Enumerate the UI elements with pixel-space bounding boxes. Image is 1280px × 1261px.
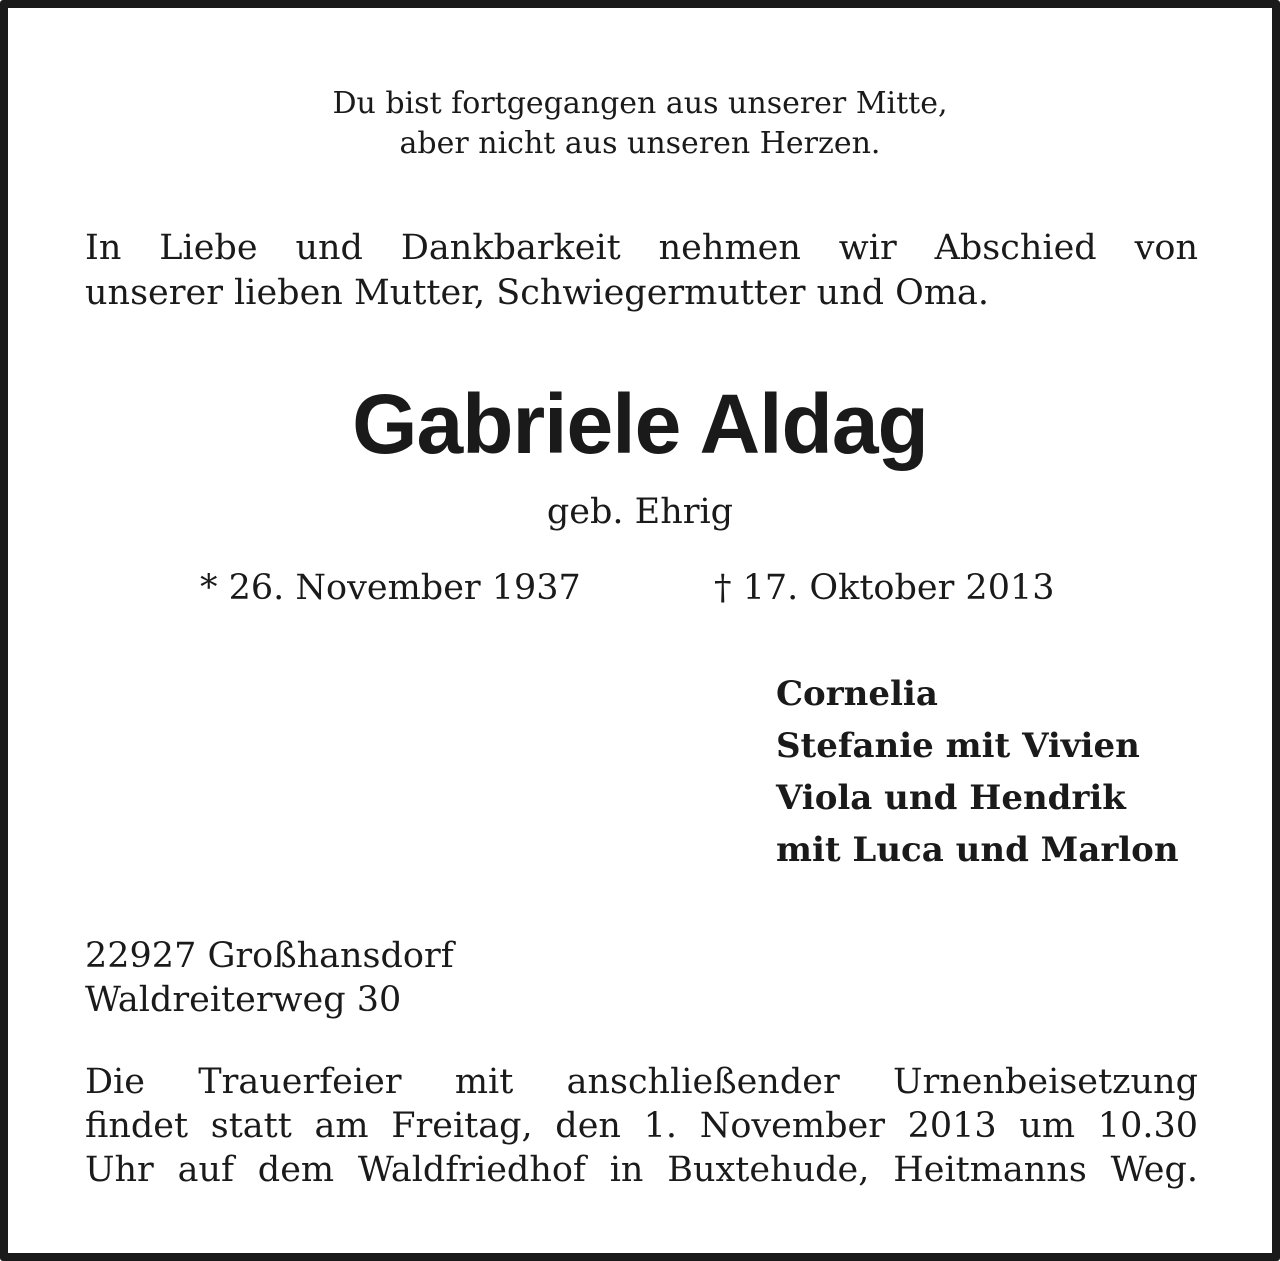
farewell-text	[85, 226, 1198, 316]
ceremony-line: findet statt am Freitag, den 1. November 2013 um 10.30	[85, 1106, 1198, 1146]
mourner-entry: mit Luca und Marlon	[776, 830, 1179, 870]
mourner-entry: Stefanie mit Vivien	[776, 726, 1140, 766]
address-line: Waldreiterweg 30	[85, 980, 402, 1020]
address-line: 22927 Großhansdorf	[85, 936, 454, 976]
mourner-entry: Viola und Hendrik	[776, 778, 1126, 818]
deceased-name: Gabriele Aldag	[352, 377, 928, 471]
motto-verse	[8, 84, 1272, 164]
farewell-line: In Liebe und Dankbarkeit nehmen wir Abschied von	[85, 228, 1198, 268]
life-dates	[8, 566, 1272, 611]
family-address	[85, 934, 454, 1022]
ceremony-line: Uhr auf dem Waldfriedhof in Buxtehude, Heitmanns Weg.	[85, 1150, 1198, 1190]
birth-date: * 26. November 1937	[200, 568, 581, 608]
motto-line: aber nicht aus unseren Herzen.	[399, 126, 881, 161]
motto-line: Du bist fortgegangen aus unserer Mitte,	[332, 86, 948, 121]
farewell-line: unserer lieben Mutter, Schwiegermutter und Oma.	[85, 273, 990, 313]
death-date: † 17. Oktober 2013	[714, 568, 1055, 608]
ceremony-line: Die Trauerfeier mit anschließender Urnenbeisetzung	[85, 1062, 1198, 1102]
ceremony-info	[85, 1060, 1198, 1192]
mourner-entry: Cornelia	[776, 674, 938, 714]
mourners-list	[776, 668, 1179, 876]
birth-name: geb. Ehrig	[546, 492, 734, 532]
